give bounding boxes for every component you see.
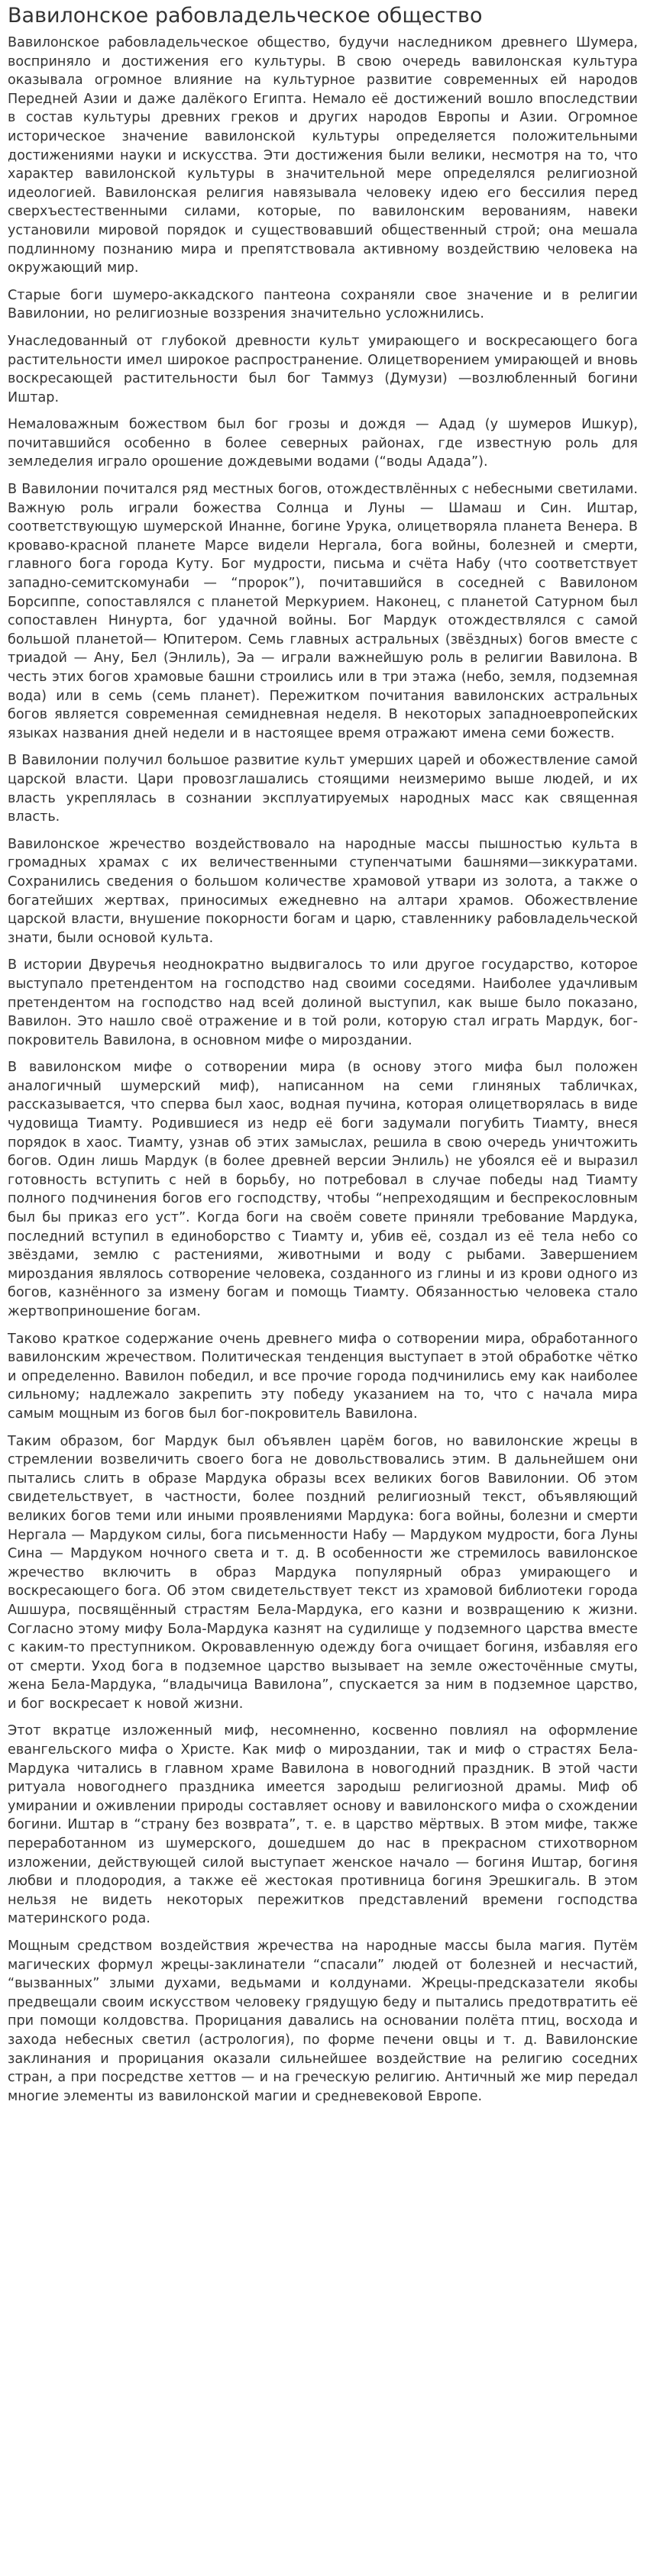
article-paragraph-4: Немаловажным божеством был бог грозы и дождя — Адад (у шумеров Ишкур), почитавшийся особенно в более северных районах, где известную роль для земледелия играло орошение дождевыми водами (“воды Адада”). bbox=[8, 417, 638, 470]
article-title: Вавилонское рабовладельческое общество bbox=[8, 4, 483, 27]
article-paragraph-5: В Вавилонии почитался ряд местных богов, отождествлённых с небесными светилами. Важную роль играли божества Солнца и Луны — Шамаш и Син. Иштар, соответствующую шумерской Инанне, богине Урука, олицетворяла планета Венера. В кроваво-красной планете Марсе видели Нергала, бога войны, болезней и смерти, главного бога города Куту. Бог мудрости, письма и счёта Набу (что соответствует западно-семитскомунаби — “пророк”), почитавшийся в соседней с Вавилоном Борсиппе, сопоставлялся с планетой Меркурием. Наконец, с планетой Сатурном был сопоставлен Нинурта, бог удачной войны. Бог Мардук отождествлялся с самой большой планетой— Юпитером. Семь главных астральных (звёздных) богов вместе с триадой — Ану, Бел (Энлиль), Эа — играли важнейшую роль в религии Вавилона. В честь этих богов храмовые башни строились или в три этажа (небо, земля, подземная вода) или в семь (семь планет). Пережитком почитания вавилонских астральных богов является современная семидневная неделя. В некоторых западноевропейских языках названия дней недели и в настоящее время отражают имена семи божеств. bbox=[8, 482, 638, 741]
article-paragraph-8: В истории Двуречья неоднократно выдвигалось то или другое государство, которое выступало претендентом на господство над своими соседями. Наиболее удачливым претендентом на господство над всей долиной выступил, как выше было показано, Вавилон. Это нашло своё отражение и в той роли, которую стал играть Мардук, бог-покровитель Вавилона, в основном мифе о мироздании. bbox=[8, 957, 638, 1048]
article-paragraph-10: Таково краткое содержание очень древнего мифа о сотворении мира, обработанного вавилонским жречеством. Политическая тенденция выступает в этой обработке чётко и определенно. Вавилон победил, и все прочие города подчинились ему как наиболее сильному; надлежало закрепить эту победу указанием на то, что с начала мира самым мощным из богов был бог-покровитель Вавилона. bbox=[8, 1331, 638, 1422]
article-paragraph-2: Старые боги шумеро-аккадского пантеона сохраняли свое значение и в религии Вавилонии, но религиозные воззрения значительно усложнились. bbox=[8, 287, 638, 322]
article-paragraph-11: Таким образом, бог Мардук был объявлен царём богов, но вавилонские жрецы в стремлении возвеличить своего бога не довольствовались этим. В дальнейшем они пытались слить в образе Мардука образы всех великих богов Вавилонии. Об этом свидетельствует, в частности, более поздний религиозный текст, объявляющий великих богов теми или иными проявлениями Мардука: бога войны, болезни и смерти Нергала — Мардуком силы, бога письменности Набу — Мардуком мудрости, бога Луны Сина — Мардуком ночного света и т. д. В особенности же стремилось вавилонское жречество включить в образ Мардука популярный образ умирающего и воскресающего бога. Об этом свидетельствует текст из храмовой библиотеки города Ашшура, посвящённый страстям Бела-Мардука, его казни и возвращению к жизни. Согласно этому мифу Бола-Мардука казнят на судилище у подземного царства вместе с каким-то преступником. Окровавленную одежду бога очищает богиня, избавляя его от смерти. Уход бога в подземное царство вызывает на земле ожесточённые смуты, жена Бела-Мардука, “владычица Вавилона”, спускается за ним в подземное царство, и бог воскресает к новой жизни. bbox=[8, 1433, 638, 1712]
article-paragraph-12: Этот вкратце изложенный миф, несомненно, косвенно повлиял на оформление евангельского мифа о Христе. Как миф о мироздании, так и миф о страстях Бела-Мардука читались в главном храме Вавилона в новогодний праздник. В этой части ритуала новогоднего праздника имеется зародыш религиозной драмы. Миф об умирании и оживлении природы составляет основу и вавилонского мифа о схождении богини. Иштар в “страну без возврата”, т. е. в царство мёртвых. В этом мифе, также переработанном из шумерского, дошедшем до нас в прекрасном стихотворном изложении, действующей силой выступает женское начало — богиня Иштар, богиня любви и плодородия, а также её жестокая противница богиня Эрешкигаль. В этом нельзя не видеть некоторых пережитков представлений времени господства материнского рода. bbox=[8, 1723, 638, 1927]
article-paragraph-7: Вавилонское жречество воздействовало на народные массы пышностью культа в громадных храмах с их величественными ступенчатыми башнями—зиккуратами. Сохранились сведения о большом количестве храмовой утвари из золота, а также о богатейших жертвах, приносимых ежедневно на алтари храмов. Обожествление царской власти, внушение покорности богам и царю, ставленнику рабовладельческой знати, были основой культа. bbox=[8, 836, 638, 946]
article-paragraph-1: Вавилонское рабовладельческое общество, будучи наследником древнего Шумера, восприняло и достижения его культуры. В свою очередь вавилонская культура оказывала огромное влияние на культурное развитие современных ей народов Передней Азии и даже далёкого Египта. Немало её достижений вошло впоследствии в состав культуры древних греков и других народов Европы и Азии. Огромное историческое значение вавилонской культуры определяется положительными достижениями науки и искусства. Эти достижения были велики, несмотря на то, что характер вавилонской культуры в значительной мере определялся религиозной идеологией. Вавилонская религия навязывала человеку идею его бессилия перед сверхъестественными силами, которые, по вавилонским верованиям, навеки установили мировой порядок и существовавший общественный строй; она мешала подлинному познанию мира и препятствовала активному воздействию человека на окружающий мир. bbox=[8, 35, 638, 276]
article-paragraph-13: Мощным средством воздействия жречества на народные массы была магия. Путём магических формул жрецы-заклинатели “спасали” людей от болезней и несчастий, “вызванных” злыми духами, ведьмами и колдунами. Жрецы-предсказатели якобы предвещали своим искусством человеку грядущую беду и пытались предотвратить её при помощи колдовства. Прорицания давались на основании полёта птиц, восхода и захода небесных светил (астрология), по форме печени овцы и т. д. Вавилонские заклинания и прорицания оказали сильнейшее воздействие на религию соседних стран, а при посредстве хеттов — и на греческую религию. Античный же мир передал многие элементы из вавилонской магии и средневековой Европе. bbox=[8, 1938, 638, 2104]
article-paragraph-6: В Вавилонии получил большое развитие культ умерших царей и обожествление самой царской власти. Цари провозглашались стоящими неизмеримо выше людей, и их власть укреплялась в сознании эксплуатируемых народных масс как священная власть. bbox=[8, 753, 638, 825]
article-paragraph-3: Унаследованный от глубокой древности культ умирающего и воскресающего бога растительности имел широкое распространение. Олицетворением умирающей и вновь воскресающей растительности был бог Таммуз (Думузи) —возлюбленный богини Иштар. bbox=[8, 333, 638, 405]
article-paragraph-9: В вавилонском мифе о сотворении мира (в основу этого мифа был положен аналогичный шумерский миф), написанном на семи глиняных табличках, рассказывается, что сперва был хаос, водная пучина, которая олицетворялась в виде чудовища Тиамту. Родившиеся из недр её боги задумали погубить Тиамту, внеся порядок в хаос. Тиамту, узнав об этих замыслах, решила в свою очередь уничтожить богов. Один лишь Мардук (в более древней версии Энлиль) не убоялся её и выразил готовность вступить с ней в борьбу, но потребовал в случае победы над Тиамту полного подчинения богов его господству, чтобы “непреходящим и беспрекословным был бы приказ его уст”. Когда боги на своём совете приняли требование Мардука, последний вступил в единоборство с Тиамту и, убив её, создал из её тела небо со звёздами, землю с растениями, животными и воду с рыбами. Завершением мироздания являлось сотворение человека, созданного из глины и из крови одного из богов, казнённого за измену богам и помощь Тиамту. Обязанностью человека стало жертвоприношение богам. bbox=[8, 1060, 638, 1319]
